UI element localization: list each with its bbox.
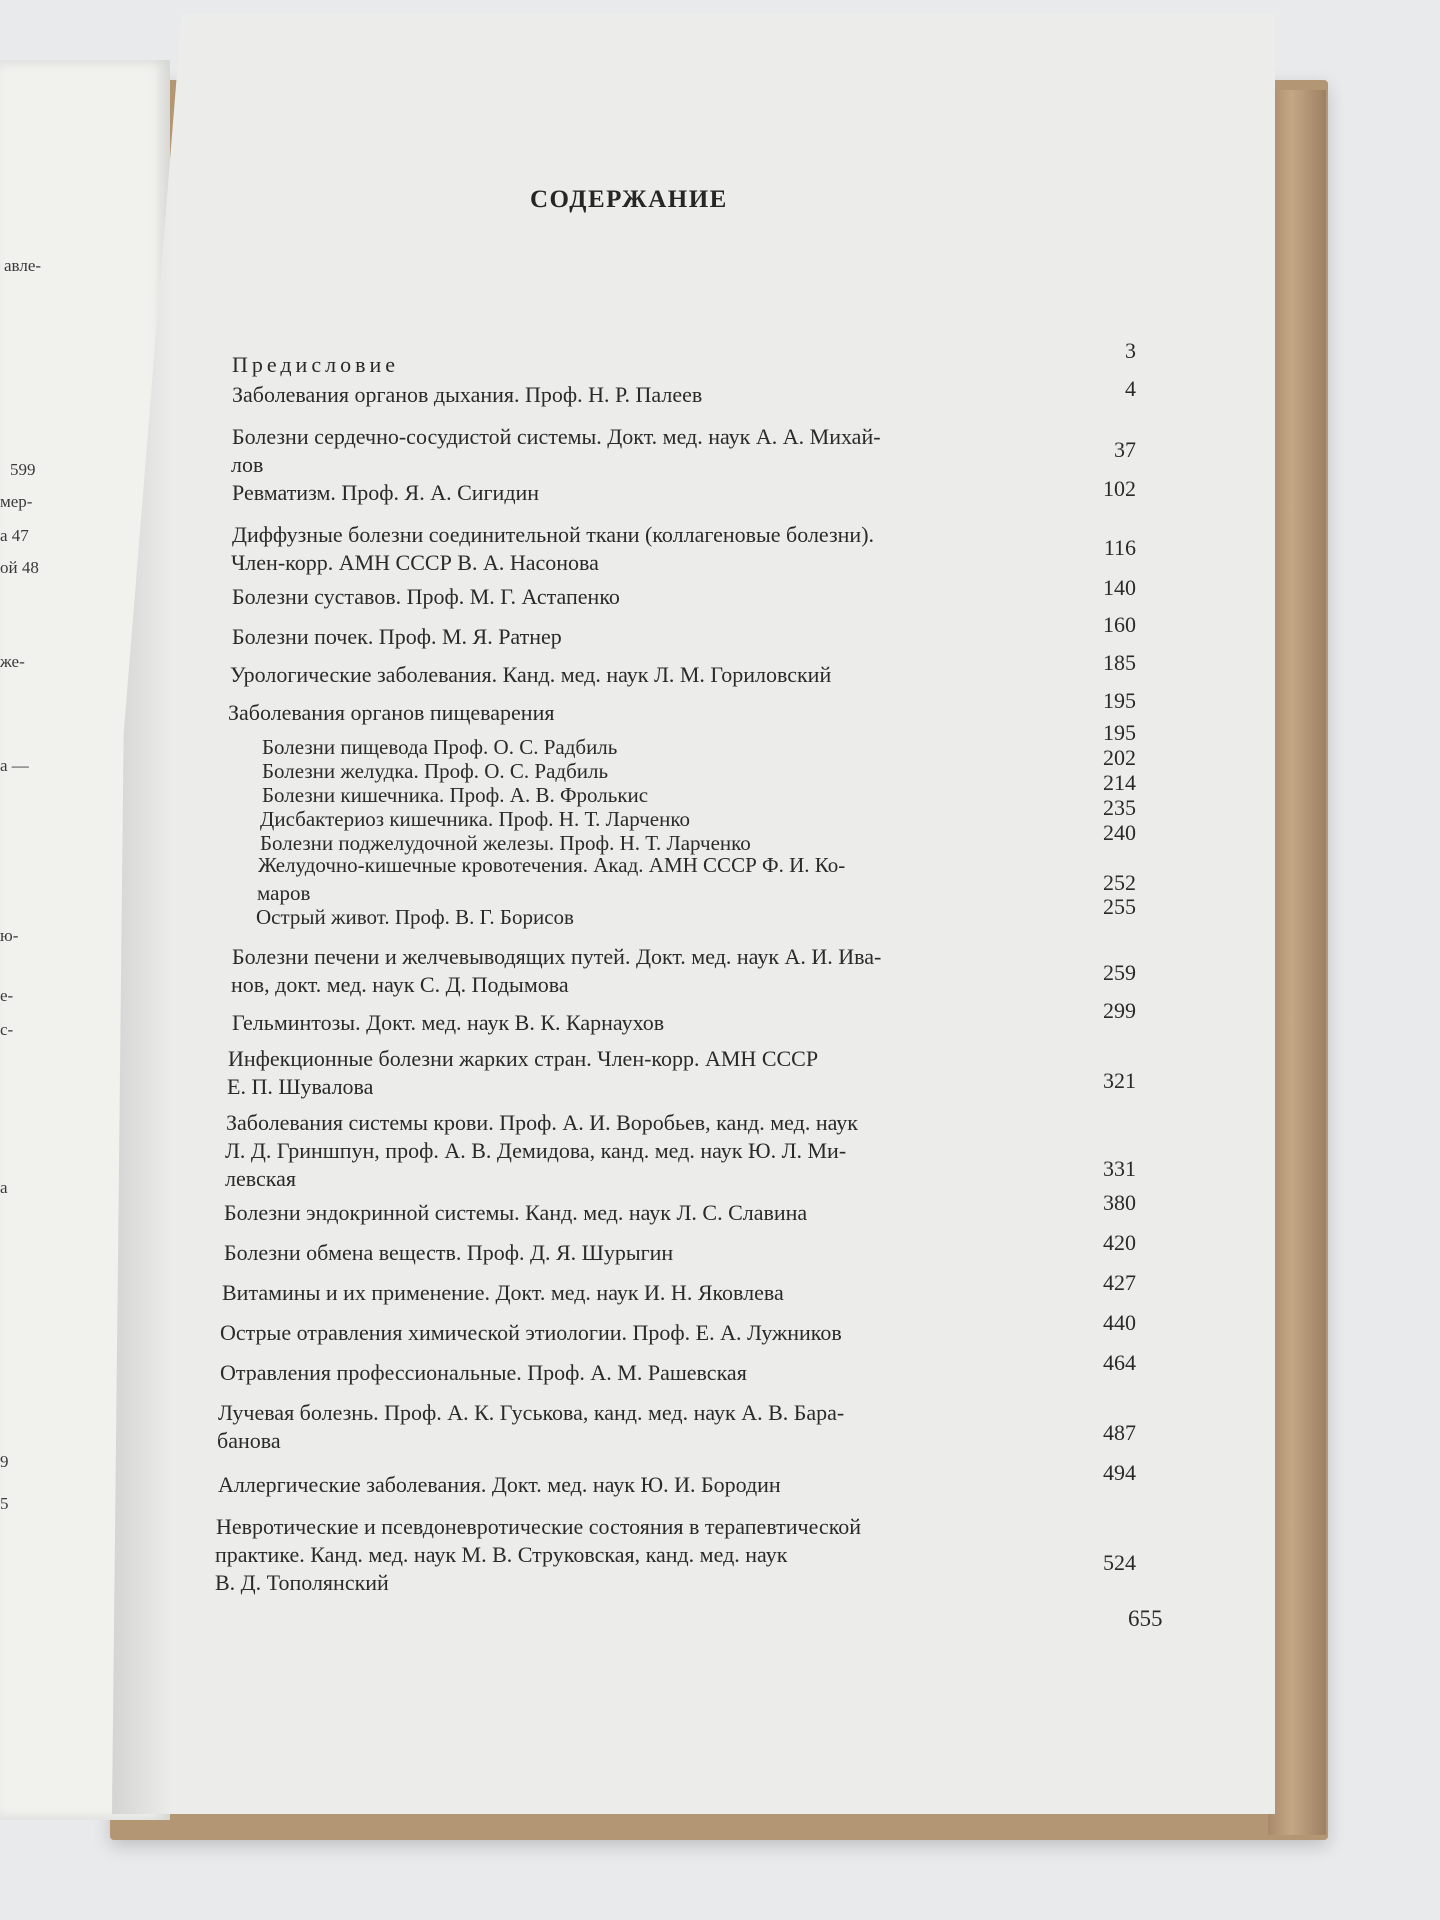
- toc-entry-continuation: Е. П. Шувалова: [227, 1074, 374, 1099]
- toc-entry-title: Острые отравления химической этиологии. Проф. Е. А. Лужников: [220, 1320, 842, 1345]
- left-page-fragment: авле-: [4, 256, 42, 275]
- toc-entry-continuation: Л. Д. Гриншпун, проф. А. В. Демидова, канд. мед. наук Ю. Л. Ми-: [225, 1138, 847, 1163]
- toc-entry-title: Невротические и псевдоневротические состояния в терапевтической: [216, 1514, 862, 1539]
- toc-entry-page: 420: [1103, 1230, 1136, 1255]
- toc-entry-page: 202: [1103, 745, 1136, 770]
- toc-entry-title: Диффузные болезни соединительной ткани (коллагеновые болезни).: [232, 522, 875, 547]
- toc-entry-title: Ревматизм. Проф. Я. А. Сигидин: [232, 480, 540, 505]
- toc-entry-title: Желудочно-кишечные кровотечения. Акад. АМН СССР Ф. И. Ко-: [258, 853, 846, 877]
- toc-entry-continuation: В. Д. Тополянский: [215, 1570, 389, 1595]
- toc-entry-title: Витамины и их применение. Докт. мед. наук И. Н. Яковлева: [222, 1280, 784, 1305]
- toc-entry-continuation: практике. Канд. мед. наук М. В. Струковская, канд. мед. наук: [215, 1542, 788, 1567]
- toc-entry-title: Болезни желудка. Проф. О. С. Радбиль: [262, 759, 609, 783]
- toc-entry-title: Болезни сердечно-сосудистой системы. Докт. мед. наук А. А. Михай-: [232, 424, 881, 449]
- toc-entry-page: 252: [1103, 870, 1136, 895]
- toc-entry-page: 487: [1103, 1420, 1136, 1445]
- toc-entry-page: 160: [1103, 612, 1136, 637]
- toc-entry-title: Заболевания органов дыхания. Проф. Н. Р. Палеев: [232, 382, 703, 407]
- left-page-fragment: е-: [0, 986, 14, 1005]
- toc-entry-title: Болезни поджелудочной железы. Проф. Н. Т. Ларченко: [260, 831, 751, 855]
- toc-entry-title: Инфекционные болезни жарких стран. Член-корр. АМН СССР: [228, 1046, 819, 1071]
- left-page-fragment: а —: [0, 756, 29, 775]
- toc-entry-title: Заболевания системы крови. Проф. А. И. Воробьев, канд. мед. наук: [226, 1110, 858, 1135]
- left-page-fragment: 9: [0, 1452, 9, 1471]
- toc-entry-page: 524: [1103, 1550, 1136, 1575]
- toc-entry-page: 4: [1125, 376, 1136, 401]
- toc-entry-page: 255: [1103, 894, 1136, 919]
- toc-entry-page: 185: [1103, 650, 1136, 675]
- toc-entry-title: Заболевания органов пищеварения: [228, 700, 555, 725]
- toc-entry-title: Дисбактериоз кишечника. Проф. Н. Т. Ларченко: [260, 807, 690, 831]
- toc-entry-page: 259: [1103, 960, 1136, 985]
- left-page-fragment: а: [0, 1178, 8, 1197]
- toc-entry-title: Предисловие: [232, 352, 399, 377]
- toc-entry-page: 140: [1103, 575, 1136, 600]
- left-page-fragment: же-: [0, 652, 25, 671]
- left-page-fragment: с-: [0, 1020, 14, 1039]
- page-number: 655: [1128, 1606, 1163, 1631]
- toc-entry-page: 427: [1103, 1270, 1136, 1295]
- toc-entry-title: Острый живот. Проф. В. Г. Борисов: [256, 905, 574, 929]
- toc-entry-continuation: нов, докт. мед. наук С. Д. Подымова: [231, 972, 569, 997]
- toc-entry-page: 116: [1103, 535, 1136, 560]
- toc-entry-page: 494: [1103, 1460, 1136, 1485]
- toc-entry-page: 380: [1103, 1190, 1136, 1215]
- left-page-fragment: ой 48: [0, 558, 39, 577]
- toc-entry-title: Болезни кишечника. Проф. А. В. Фролькис: [262, 783, 649, 807]
- toc-entry-continuation: левская: [225, 1166, 297, 1191]
- toc-entry-page: 240: [1103, 820, 1136, 845]
- toc-entry-page: 102: [1103, 476, 1136, 501]
- toc-entry-title: Болезни суставов. Проф. М. Г. Астапенко: [232, 584, 620, 609]
- left-page-fragment: 5: [0, 1494, 9, 1513]
- toc-entry-continuation: Член-корр. АМН СССР В. А. Насонова: [231, 550, 599, 575]
- toc-entry-page: 440: [1103, 1310, 1136, 1335]
- toc-entry-title: Болезни эндокринной системы. Канд. мед. наук Л. С. Славина: [224, 1200, 808, 1225]
- toc-entry-title: Лучевая болезнь. Проф. А. К. Гуськова, канд. мед. наук А. В. Бара-: [218, 1400, 845, 1425]
- toc-entry-page: 195: [1103, 688, 1136, 713]
- toc-entry-page: 195: [1103, 720, 1136, 745]
- toc-entry-title: Урологические заболевания. Канд. мед. наук Л. М. Гориловский: [230, 662, 832, 687]
- toc-entry-title: Аллергические заболевания. Докт. мед. наук Ю. И. Бородин: [218, 1472, 781, 1497]
- toc-entry-title: Болезни почек. Проф. М. Я. Ратнер: [232, 624, 562, 649]
- toc-entry-title: Болезни пищевода Проф. О. С. Радбиль: [262, 735, 618, 759]
- toc-entry-page: 299: [1103, 998, 1136, 1023]
- toc-entry-page: 214: [1103, 770, 1136, 795]
- toc-entry-continuation: маров: [257, 881, 311, 905]
- left-page-fragment: мер-: [0, 492, 33, 511]
- left-page-fragment: а 47: [0, 526, 29, 545]
- toc-entry-title: Гельминтозы. Докт. мед. наук В. К. Карнаухов: [232, 1010, 665, 1035]
- toc-entry-title: Болезни обмена веществ. Проф. Д. Я. Шурыгин: [224, 1240, 674, 1265]
- toc-entry-continuation: лов: [231, 452, 264, 477]
- toc-entry-title: Болезни печени и желчевыводящих путей. Докт. мед. наук А. И. Ива-: [232, 944, 882, 969]
- toc-entry-continuation: банова: [217, 1428, 281, 1453]
- left-page-fragment: ю-: [0, 926, 19, 945]
- toc-entry-page: 331: [1103, 1156, 1136, 1181]
- toc-entry-page: 37: [1114, 437, 1136, 462]
- left-page-fragment: 599: [10, 460, 36, 479]
- toc-entry-page: 464: [1103, 1350, 1136, 1375]
- toc-entry-page: 235: [1103, 795, 1136, 820]
- toc-entry-title: Отравления профессиональные. Проф. А. М. Рашевская: [220, 1360, 747, 1385]
- page-title: СОДЕРЖАНИЕ: [530, 186, 728, 213]
- toc-entry-page: 3: [1125, 338, 1136, 363]
- toc-entry-page: 321: [1103, 1068, 1136, 1093]
